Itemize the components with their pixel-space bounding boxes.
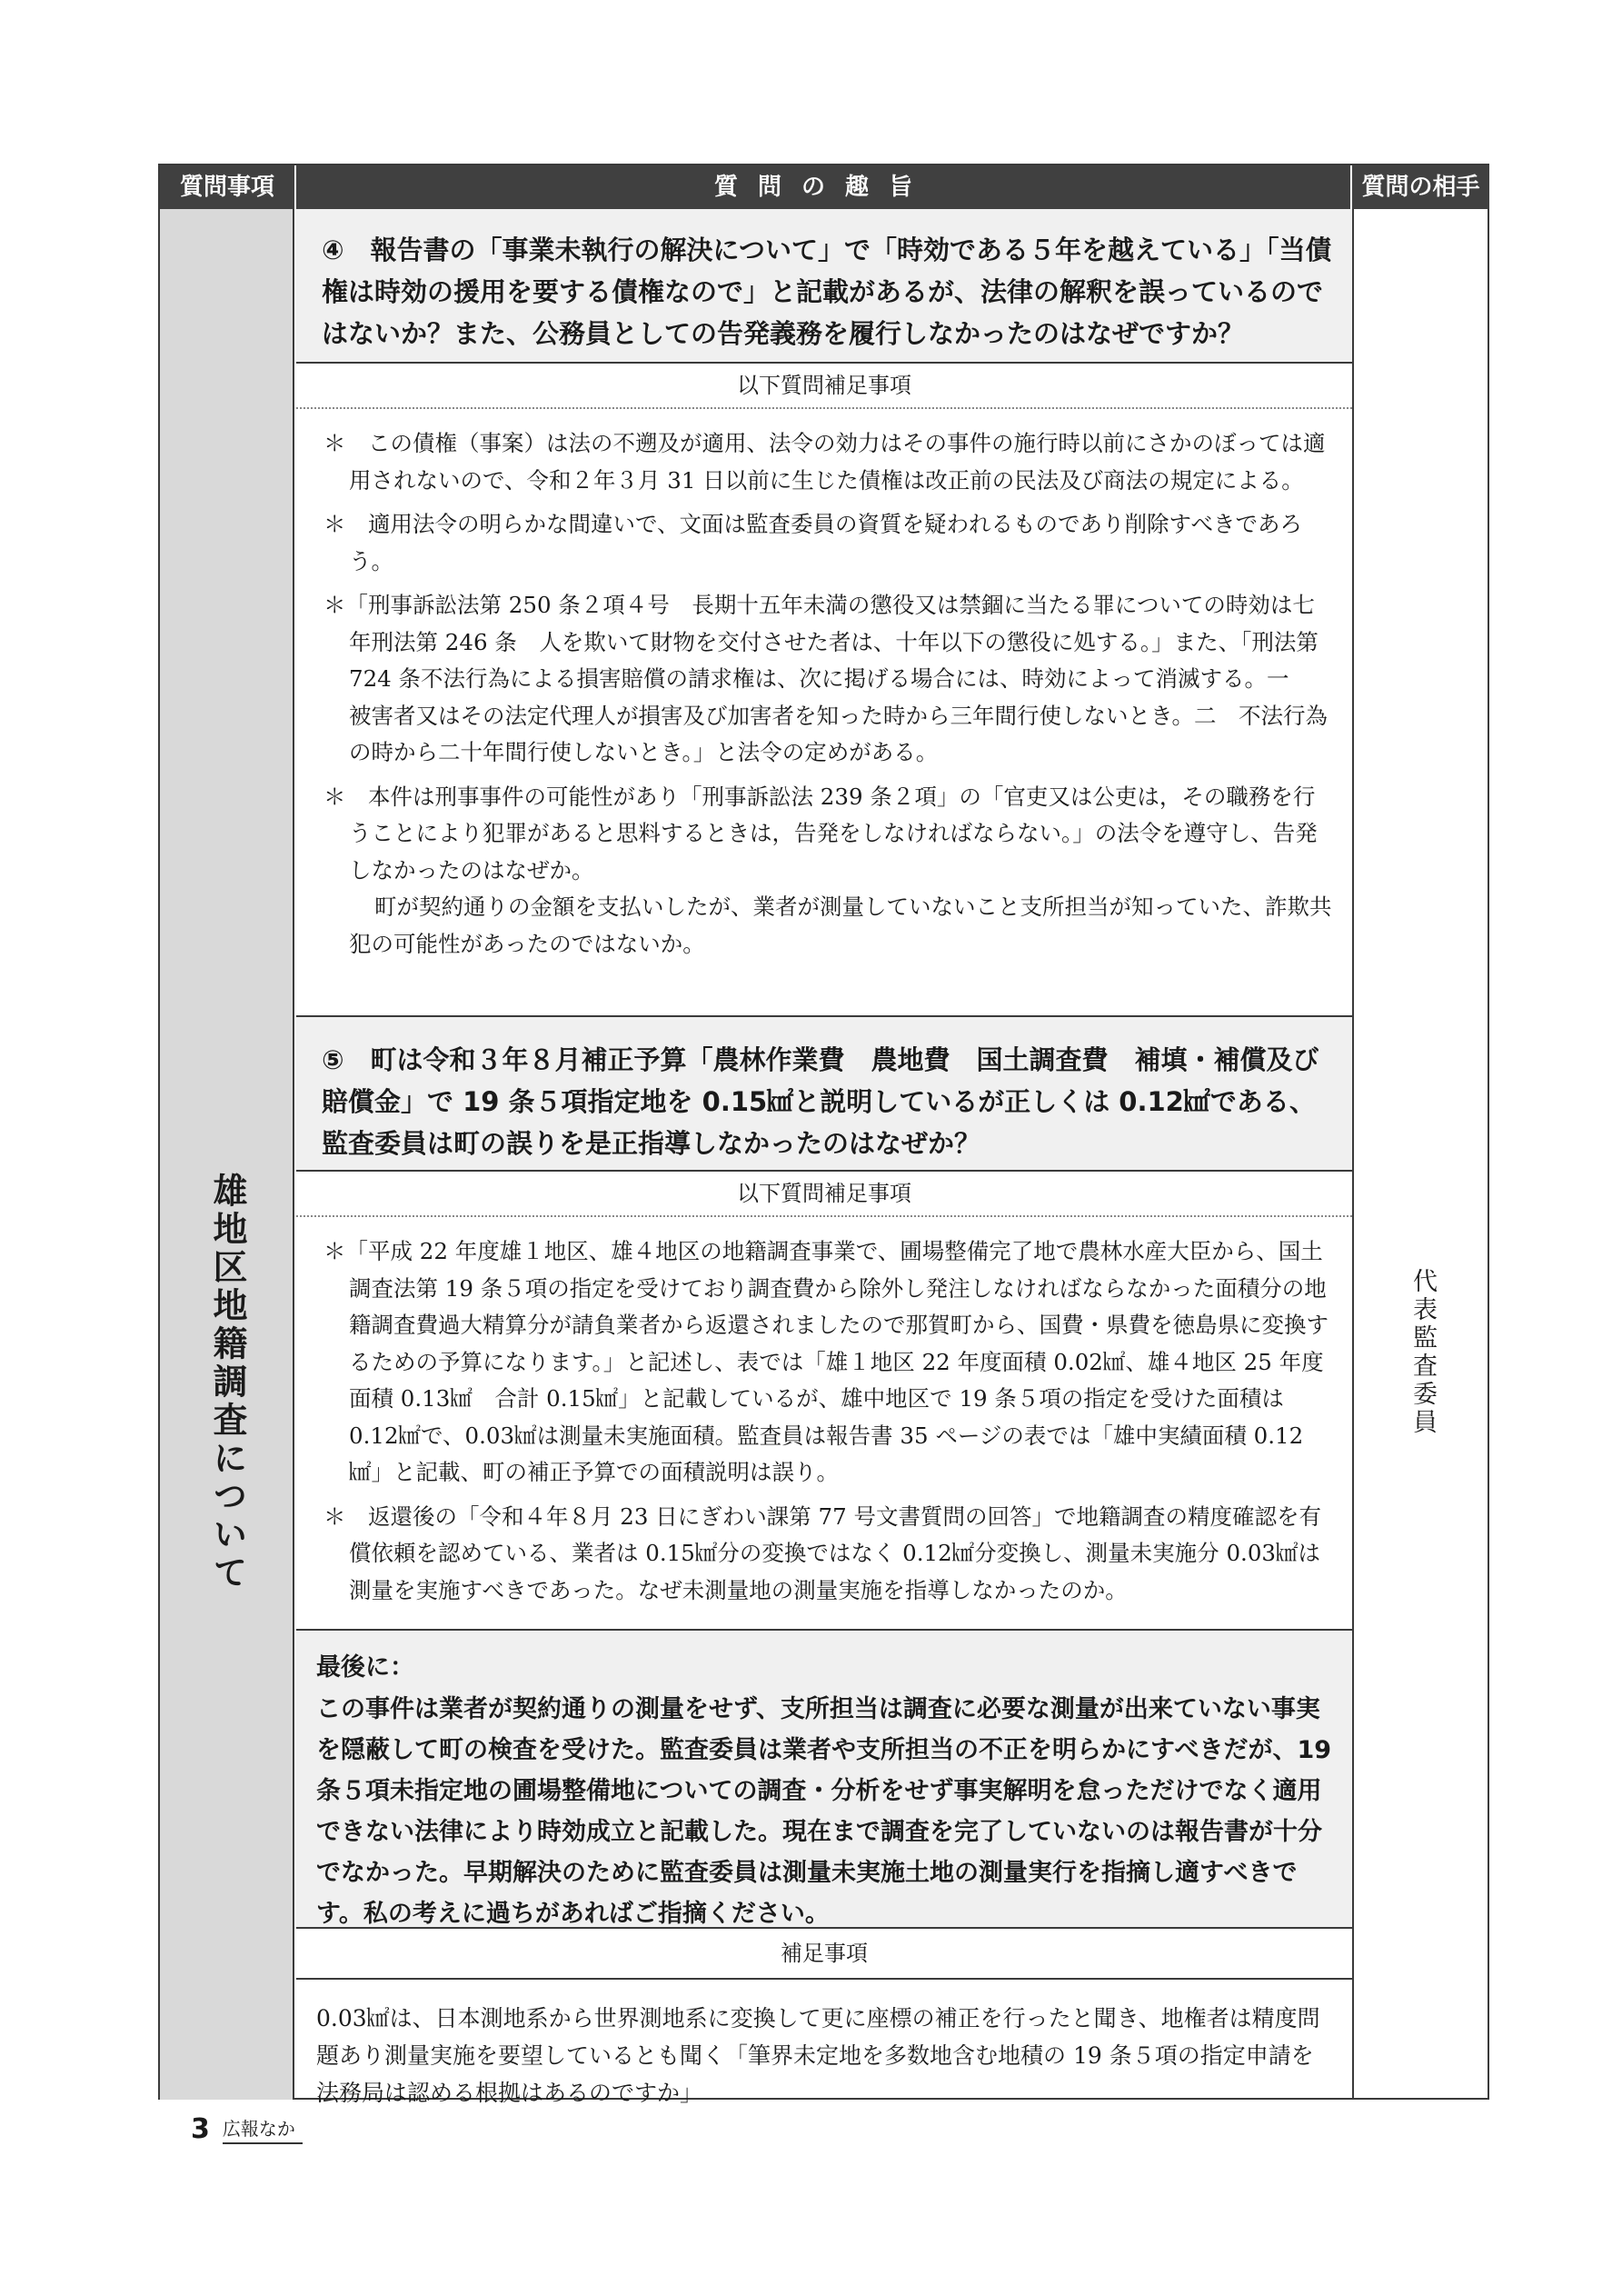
final-text: この事件は業者が契約通りの測量をせず、支所担当は調査に必要な測量が出来ていない事実を隠蔽して町の検査を受けた。監査委員は業者や支所担当の不正を明らかにすべきだが、19 条５項未指定地の圃場整備地についての調査・分析をせず事実解明を怠っただけでなく適用できない法律により時効成立と記載した。現在まで調査を完了していないのは報告書が十分でなかった。早期解決のために監査委員は測量未実施土地の測量実行を指摘し適すべきです。私の考えに過ちがあればご指摘ください。 — [316, 1695, 1332, 1928]
supplement-text: 0.03㎢は、日本測地系から世界測地系に変換して更に座標の補正を行ったと聞き、地権者は精度問題あり測量実施を要望しているとも聞く「筆界未定地を多数地含む地積の 19 条５項の指定申請を法務局は認める根拠はあるのですか」 — [316, 2005, 1320, 2106]
note-item: ＊「平成 22 年度雄１地区、雄４地区の地籍調査事業で、圃場整備完了地で農林水産大臣から、国土調査法第 19 条５項の指定を受けており調査費から除外し発注しなければならなかった面積分の地籍調査費過大精算分が請負業者から返還されましたので那賀町から、国費・県費を徳島県に変換するための予算になります。」と記述し、表では「雄１地区 22 年度面積 0.02㎢、雄４地区 25 年度面積 0.13㎢ 合計 0.15㎢」と記載しているが、雄中地区で 19 条５項の指定を受けた面積は 0.12㎢で、0.03㎢は測量未実施面積。監査員は報告書 35 ページの表では「雄中実績面積 0.12㎢」と記載、町の補正予算での面積説明は誤り。 — [323, 1238, 1328, 1485]
question-table — [158, 164, 1489, 2106]
supplement-heading: 補足事項 — [296, 1929, 1352, 1980]
final-supplement — [296, 1929, 1352, 2111]
respondent-name: 代表監査委員 — [1408, 1268, 1437, 1437]
question-5 — [296, 1015, 1352, 1172]
publication-name: 広報なか — [223, 2114, 303, 2144]
note-item: ＊ 本件は刑事事件の可能性があり「刑事訴訟法 239 条２項」の「官吏又は公吏は，その職務を行うことにより犯罪があると思料するときは，告発をしなければならない。」の法令を遵守し、告発しなかったのはなぜか。 — [323, 783, 1318, 883]
supplement-heading: 以下質問補足事項 — [296, 1172, 1352, 1217]
note-item: ＊ 適用法令の明らかな間違いで、文面は監査委員の資質を疑われるものであり削除すべきであろう。 — [323, 511, 1303, 574]
page-footer — [191, 2111, 303, 2147]
note-item: 町が契約通りの金額を支払いしたが、業者が測量していないこと支所担当が知っていた、詐欺共犯の可能性があったのではないか。 — [349, 893, 1332, 957]
note-item: ＊「刑事訴訟法第 250 条２項４号 長期十五年未満の懲役又は禁錮に当たる罪についての時効は七年刑法第 246 条 人を欺いて財物を交付させた者は、十年以下の懲役に処する。」また、「刑法第 724 条不法行為による損害賠償の請求権は、次に掲げる場合には、時効によって消滅する。一 被害者又はその法定代理人が損害及び加害者を知った時から三年間行使しないとき。二 不法行為の時から二十年間行使しないとき。」と法令の定めがある。 — [323, 592, 1328, 765]
question-4-text: ④ 報告書の「事業未執行の解決について」で「時効である５年を越えている」「当債権は時効の援用を要する債権なので」と記載があるが、法律の解釈を誤っているのではないか？また、公務員としての告発義務を履行しなかったのはなぜですか？ — [322, 235, 1332, 349]
question-5-supplement — [296, 1172, 1352, 1616]
note-item: ＊ この債権（事案）は法の不遡及が適用、法令の効力はその事件の施行時以前にさかのぼっては適用されないので、令和２年３月 31 日以前に生じた債権は改正前の民法及び商法の規定による。 — [323, 430, 1326, 494]
question-5-text: ⑤ 町は令和３年８月補正予算「農林作業費 農地費 国土調査費 補填・補償及び賠償金」で 19 条５項指定地を 0.15㎢と説明しているが正しくは 0.12㎢である、監査委員は町の誤りを是正指導しなかったのはなぜか？ — [322, 1044, 1319, 1159]
final-remarks — [296, 1629, 1352, 1929]
final-heading: 最後に： — [316, 1653, 414, 1682]
header-purpose: 質問の趣旨 — [294, 165, 1352, 209]
subject-column — [160, 209, 294, 2100]
respondent-column — [1352, 209, 1489, 2100]
question-4-supplement — [296, 364, 1352, 970]
subject-title: 雄地区地籍調査について — [207, 1173, 247, 1592]
supplement-notes — [296, 409, 1352, 963]
header-subject: 質問事項 — [160, 165, 294, 209]
header-respondent: 質問の相手 — [1352, 165, 1489, 209]
supplement-heading: 以下質問補足事項 — [296, 364, 1352, 409]
question-4 — [296, 209, 1352, 364]
supplement-notes — [296, 1217, 1352, 1609]
note-item: ＊ 返還後の「令和４年８月 23 日にぎわい課第 77 号文書質問の回答」で地籍調査の精度確認を有償依頼を認めている、業者は 0.15㎢分の変換ではなく 0.12㎢分変換し、測量未実施分 0.03㎢は測量を実施すべきであった。なぜ未測量地の測量実施を指導しなかったのか。 — [323, 1502, 1321, 1603]
page-number: 3 — [191, 2112, 210, 2145]
